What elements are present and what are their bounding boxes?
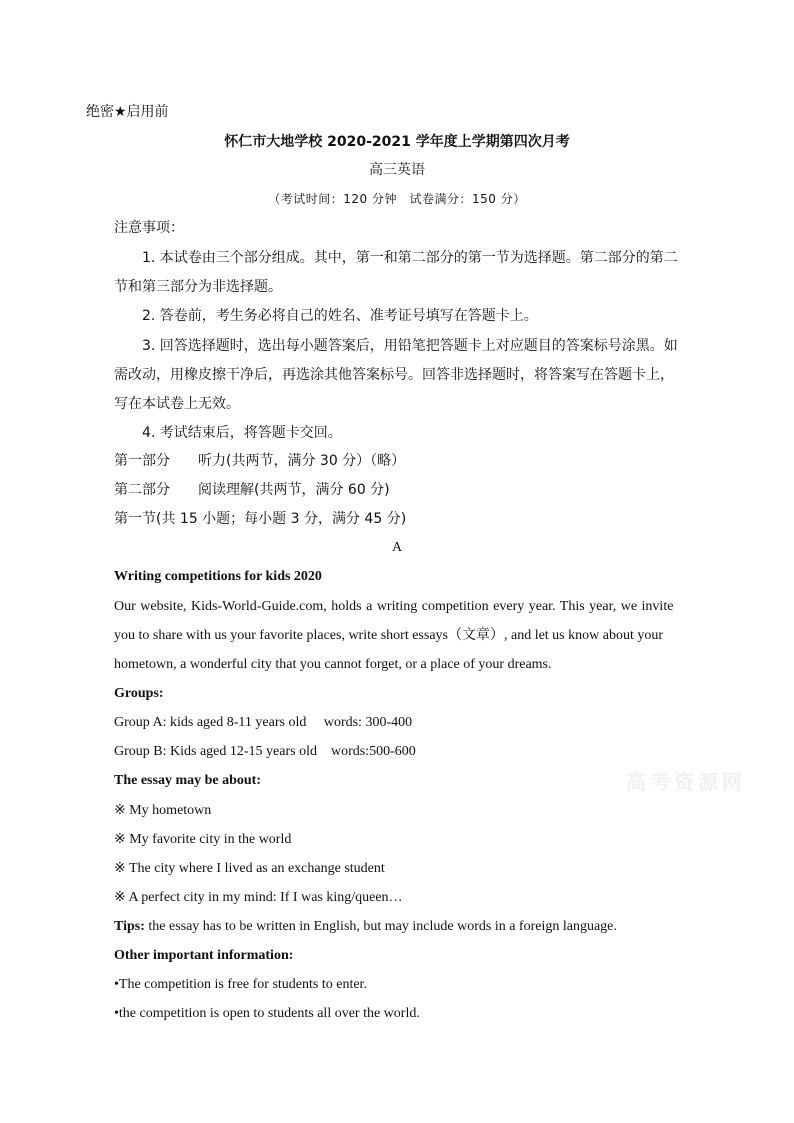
notice-heading: 注意事项：	[114, 220, 184, 236]
group-b: Group B: Kids aged 12-15 years old words:500-600	[114, 744, 416, 759]
part1-label: 第一部分	[114, 453, 170, 469]
other-info-item: •the competition is open to students all over the world.	[114, 1006, 420, 1021]
notice-line: 2. 答卷前，考生务必将自己的姓名、准考证号填写在答题卡上。	[142, 308, 538, 324]
other-info-heading: Other important information:	[114, 948, 294, 963]
notice-line: 3. 回答选择题时，选出每小题答案后，用铅笔把答题卡上对应题目的答案标号涂黑。如	[142, 338, 678, 354]
notice-line: 4. 考试结束后，将答题卡交回。	[142, 425, 342, 441]
passage-intro-line: you to share with us your favorite places, write short essays（文章）, and let us know about your	[114, 628, 664, 643]
topic-item: ※ A perfect city in my mind: If I was king/queen…	[114, 890, 403, 905]
topic-item: ※ The city where I lived as an exchange student	[114, 861, 385, 876]
notice-line: 写在本试卷上无效。	[114, 396, 240, 412]
tips-label: Tips:	[114, 919, 145, 934]
part1-heading	[114, 452, 405, 470]
exam-info: （考试时间：120 分钟 试卷满分：150 分）	[268, 192, 526, 206]
topics-heading: The essay may be about:	[114, 773, 262, 788]
other-info-item: •The competition is free for students to enter.	[114, 977, 367, 992]
notice-line: 需改动，用橡皮擦干净后，再选涂其他答案标号。回答非选择题时，将答案写在答题卡上，	[114, 367, 674, 383]
part1-description: 听力(共两节，满分 30 分）（略）	[198, 453, 406, 469]
passage-intro-line: hometown, a wonderful city that you cannot forget, or a place of your dreams.	[114, 657, 552, 672]
tips-text: the essay has to be written in English, but may include words in a foreign language.	[144, 919, 617, 934]
part2-description: 阅读理解(共两节，满分 60 分)	[198, 482, 390, 498]
exam-title: 怀仁市大地学校 2020-2021 学年度上学期第四次月考	[224, 134, 570, 150]
group-a: Group A: kids aged 8-11 years old words: 300-400	[114, 715, 413, 730]
notice-line: 节和第三部分为非选择题。	[114, 279, 282, 295]
passage-intro-line: Our website, Kids-World-Guide.com, holds a writing competition every year. This year, we invite	[114, 599, 674, 614]
part2-label: 第二部分	[114, 482, 170, 498]
watermark: 高考资源网	[626, 770, 746, 794]
confidential-label: 绝密★启用前	[86, 104, 169, 120]
passage-letter: A	[391, 540, 403, 555]
part2-heading	[114, 481, 390, 499]
section1-heading: 第一节(共 15 小题；每小题 3 分，满分 45 分)	[114, 511, 407, 527]
topic-item: ※ My hometown	[114, 803, 212, 818]
tips-line	[114, 918, 617, 936]
passage-title: Writing competitions for kids 2020	[114, 569, 322, 584]
topic-item: ※ My favorite city in the world	[114, 832, 292, 847]
groups-heading: Groups:	[114, 686, 164, 701]
notice-line: 1. 本试卷由三个部分组成。其中，第一和第二部分的第一节为选择题。第二部分的第二	[142, 250, 678, 266]
subject-title: 高三英语	[369, 162, 425, 178]
